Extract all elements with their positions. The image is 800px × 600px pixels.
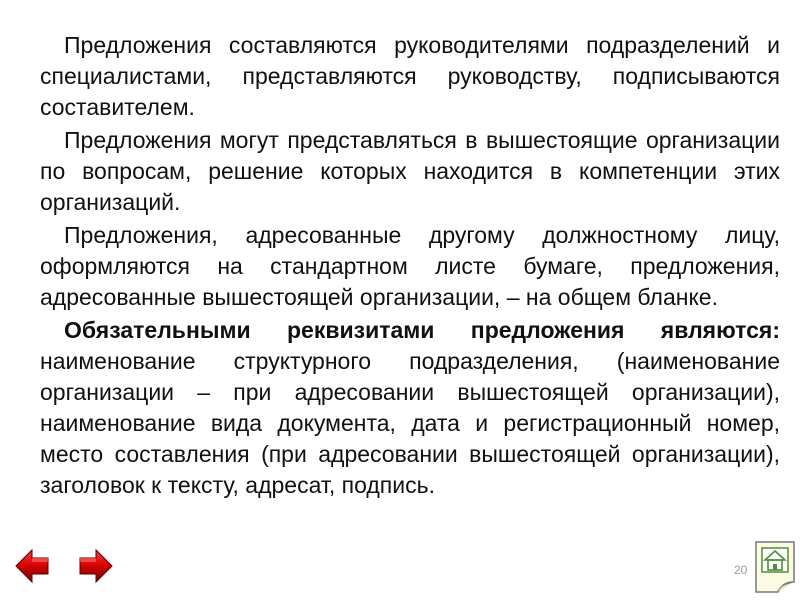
paragraph-1: Предложения составляются руководителями подразделений и специалистами, представляются руководству, подписываются составителем. (40, 32, 780, 120)
requisites-heading: Обязательными реквизитами предложения являются: (64, 317, 780, 343)
prev-slide-button[interactable] (14, 546, 50, 586)
page-number: 20 (734, 563, 748, 577)
paragraph-3: Предложения, адресованные другому должностному лицу, оформляются на стандартном листе бумаге, предложения, адресованные вышестоящей организации, – на общем бланке. (40, 222, 780, 310)
paragraph-2: Предложения могут представляться в вышестоящие организации по вопросам, решение которых находится в компетенции этих организаций. (40, 127, 780, 215)
arrow-left-icon (14, 546, 50, 586)
requisites-list: наименование структурного подразделения, (наименование организации – при адресовании вышестоящей организации), наименование вида документа, дата и регистрационный номер, место составления (при адресовании вышестоящей организации), заголовок к тексту, адресат, подпись. (40, 348, 780, 498)
next-slide-button[interactable] (78, 546, 114, 586)
home-icon (754, 540, 796, 594)
home-button[interactable] (754, 540, 796, 594)
slide-body (40, 30, 780, 503)
paragraph-4 (40, 315, 780, 501)
arrow-right-icon (78, 546, 114, 586)
